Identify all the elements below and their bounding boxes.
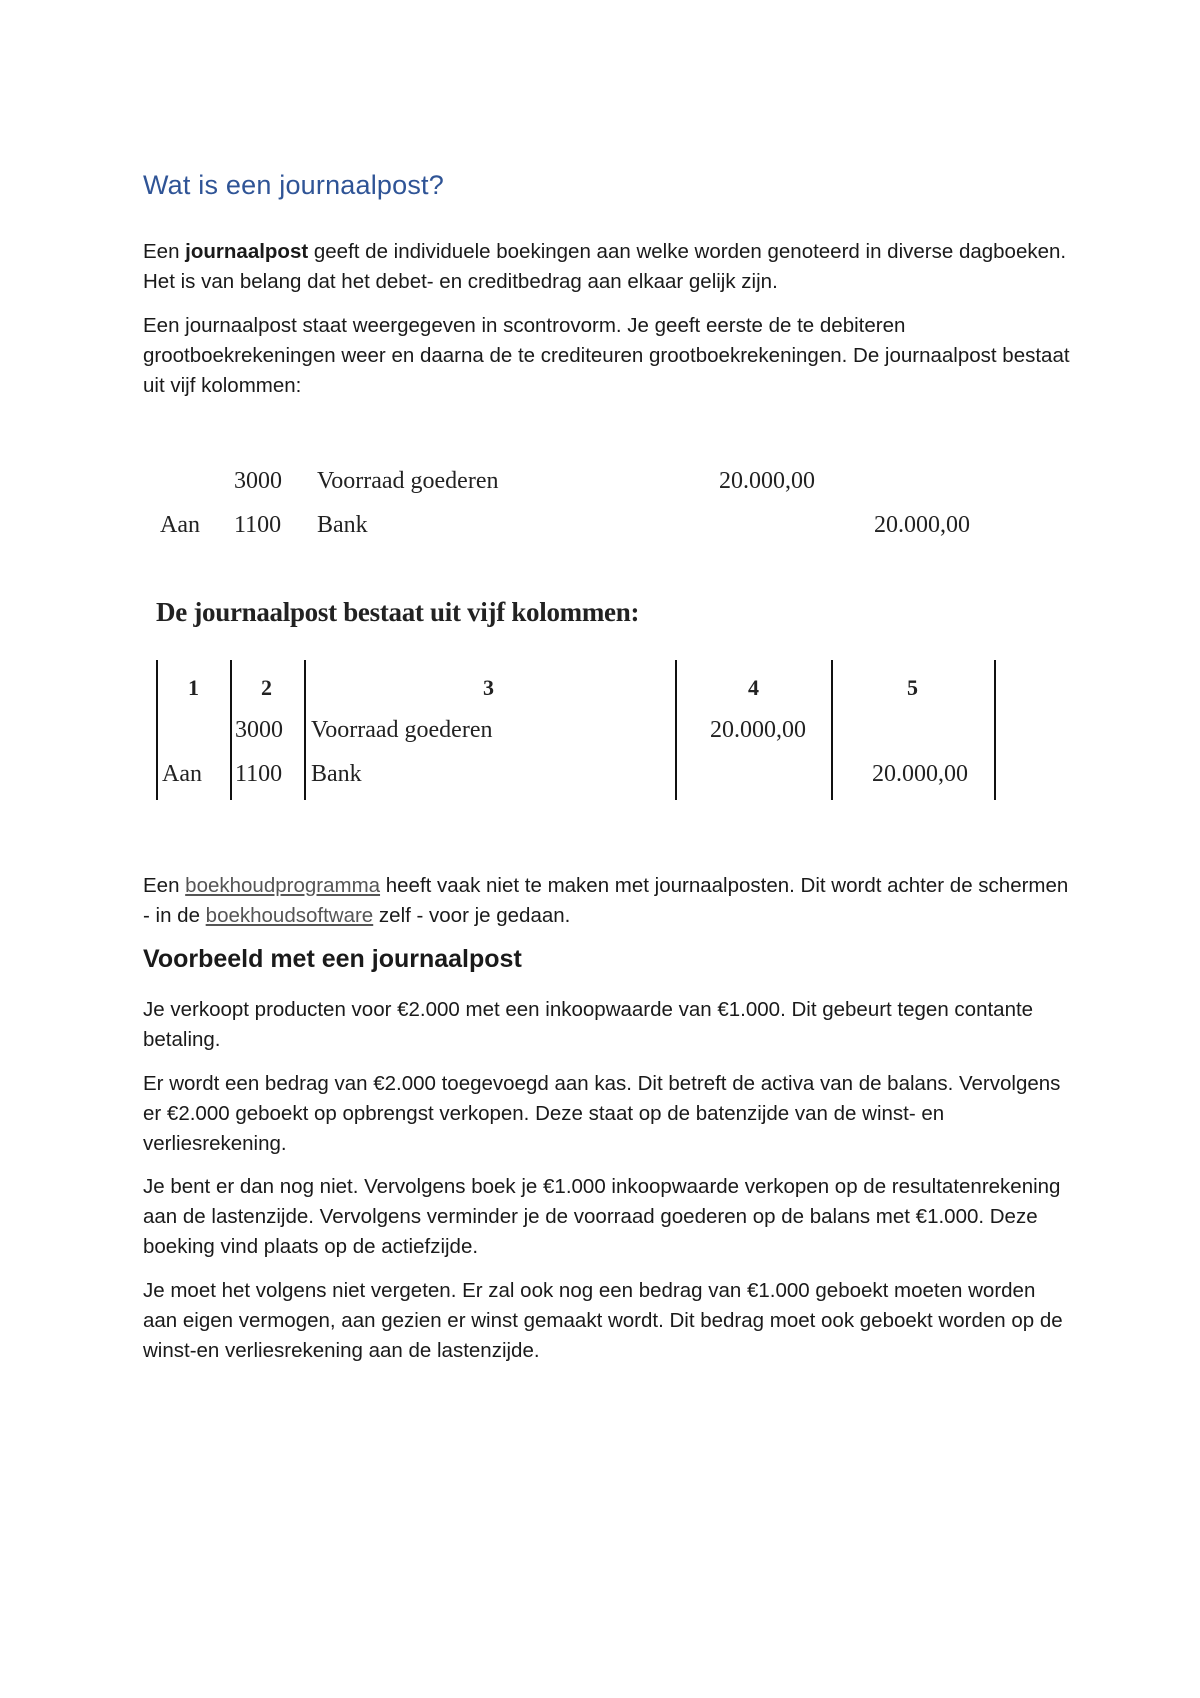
column-number-4: 4 bbox=[748, 675, 759, 700]
journal-account: 3000 bbox=[234, 468, 282, 494]
column-divider bbox=[156, 660, 158, 800]
boekhoudprogramma-link[interactable]: boekhoudprogramma bbox=[185, 874, 381, 897]
journal-debit: 20.000,00 bbox=[719, 468, 815, 494]
software-paragraph bbox=[143, 871, 1073, 931]
table-debit: 20.000,00 bbox=[710, 717, 806, 743]
table-description: Bank bbox=[311, 761, 362, 787]
column-divider bbox=[675, 660, 677, 800]
journal-account: 1100 bbox=[234, 512, 282, 538]
bold-term: journaalpost bbox=[185, 240, 309, 263]
columns-figure-title: De journaalpost bestaat uit vijf kolommen: bbox=[156, 597, 640, 627]
journal-prefix: Aan bbox=[160, 512, 200, 538]
boekhoudsoftware-link[interactable]: boekhoudsoftware bbox=[205, 904, 374, 927]
table-account: 1100 bbox=[235, 761, 283, 787]
table-credit: 20.000,00 bbox=[872, 761, 968, 787]
page-title: Wat is een journaalpost? bbox=[143, 170, 444, 200]
text-span: zelf - voor je gedaan. bbox=[373, 904, 571, 927]
column-number-2: 2 bbox=[261, 675, 272, 700]
column-number-1: 1 bbox=[188, 675, 199, 700]
example-heading: Voorbeeld met een journaalpost bbox=[143, 945, 522, 973]
example-paragraph-3: Je bent er dan nog niet. Vervolgens boek je €1.000 inkoopwaarde verkopen op de resultatenrekening aan de lastenzijde. Vervolgens verminder je de voorraad goederen op de balans met €1.000. Deze boeking vind plaats op de actiefzijde. bbox=[143, 1175, 1061, 1258]
text-span: Een bbox=[143, 240, 186, 263]
journal-example-row-1 bbox=[0, 468, 1200, 502]
table-description: Voorraad goederen bbox=[311, 717, 493, 743]
columns-figure-table bbox=[156, 660, 996, 800]
example-paragraph-1: Je verkoopt producten voor €2.000 met een inkoopwaarde van €1.000. Dit gebeurt tegen contante betaling. bbox=[143, 998, 1034, 1051]
column-divider bbox=[994, 660, 996, 800]
journal-description: Voorraad goederen bbox=[317, 468, 499, 494]
example-paragraph-2: Er wordt een bedrag van €2.000 toegevoegd aan kas. Dit betreft de activa van de balans. Vervolgens er €2.000 geboekt op opbrengst verkopen. Deze staat op de batenzijde van de winst- en verliesrekening. bbox=[143, 1072, 1061, 1155]
column-divider bbox=[304, 660, 306, 800]
column-number-3: 3 bbox=[483, 675, 494, 700]
column-number-5: 5 bbox=[907, 675, 918, 700]
intro-paragraph-1 bbox=[143, 237, 1073, 297]
example-paragraph-4: Je moet het volgens niet vergeten. Er zal ook nog een bedrag van €1.000 geboekt moeten worden aan eigen vermogen, aan gezien er winst gemaakt wordt. Dit bedrag moet ook geboekt worden op de winst-en verliesrekening aan de lastenzijde. bbox=[143, 1279, 1063, 1362]
journal-description: Bank bbox=[317, 512, 368, 538]
table-prefix: Aan bbox=[162, 761, 202, 787]
column-divider bbox=[831, 660, 833, 800]
column-divider bbox=[230, 660, 232, 800]
journal-credit: 20.000,00 bbox=[874, 512, 970, 538]
journal-example-row-2 bbox=[0, 512, 1200, 546]
table-account: 3000 bbox=[235, 717, 283, 743]
text-span: heeft vaak niet te maken met journaalposten. Dit wordt achter de schermen - in de bbox=[143, 874, 1069, 927]
intro-paragraph-2: Een journaalpost staat weergegeven in scontrovorm. Je geeft eerste de te debiteren grootboekrekeningen weer en daarna de te crediteuren grootboekrekeningen. De journaalpost bestaat uit vijf kolommen: bbox=[143, 314, 1070, 397]
text-span: geeft de individuele boekingen aan welke worden genoteerd in diverse dagboeken. Het is van belang dat het debet- en creditbedrag aan elkaar gelijk zijn. bbox=[143, 240, 1067, 293]
text-span: Een bbox=[143, 874, 186, 897]
